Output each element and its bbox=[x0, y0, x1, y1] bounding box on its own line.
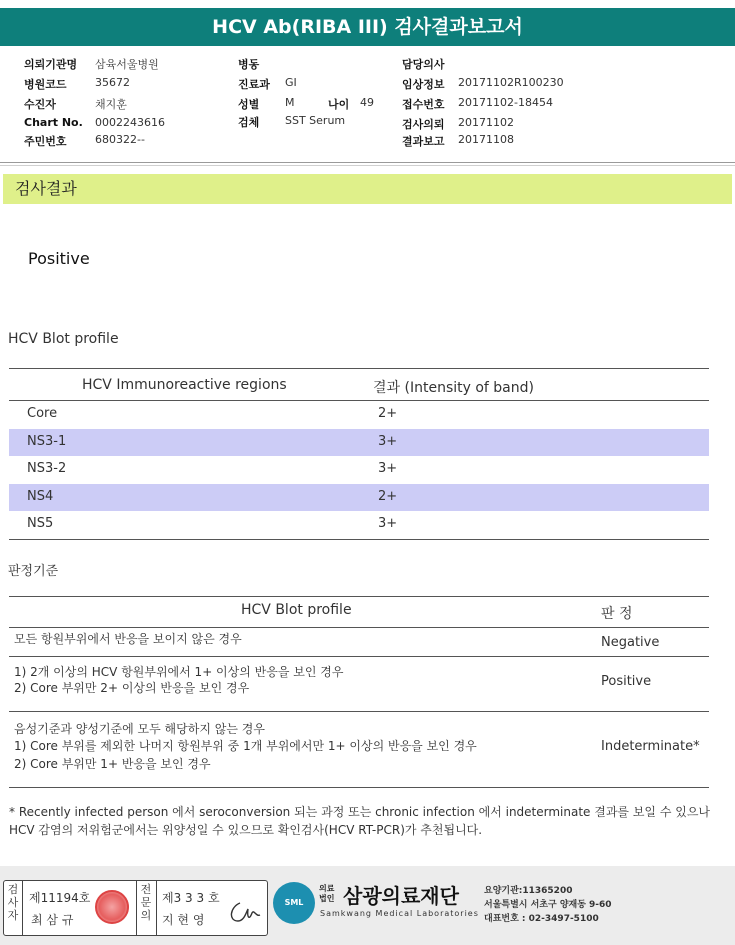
result-cell: 2+ bbox=[378, 406, 398, 421]
report-title: HCV Ab(RIBA III) 검사결과보고서 bbox=[0, 8, 735, 46]
hospital-value: 삼육서울병원 bbox=[95, 58, 159, 71]
org-english-name: Samkwang Medical Laboratories bbox=[320, 909, 479, 918]
criteria-line: 음성기준과 양성기준에 모두 해당하지 않는 경우 bbox=[14, 722, 265, 736]
clinical-label: 임상정보 bbox=[402, 78, 445, 91]
judge-cell: Negative bbox=[601, 635, 660, 650]
blot-profile-table bbox=[9, 368, 709, 540]
criteria-table bbox=[9, 596, 709, 788]
report-label: 결과보고 bbox=[402, 135, 445, 148]
chart-value: 0002243616 bbox=[95, 116, 165, 129]
region-cell: NS3-2 bbox=[27, 461, 67, 477]
specialist-name: 지 현 영 bbox=[162, 913, 205, 927]
divider bbox=[156, 881, 157, 935]
table-row bbox=[9, 401, 709, 429]
divider bbox=[9, 539, 709, 540]
result-cell: 3+ bbox=[378, 433, 398, 449]
dept-label: 진료과 bbox=[238, 78, 270, 91]
resident-label: 주민번호 bbox=[24, 135, 67, 148]
region-cell: NS3-1 bbox=[27, 433, 67, 449]
org-name: 삼광의료재단 bbox=[343, 884, 459, 908]
divider bbox=[0, 162, 735, 163]
chart-label: Chart No. bbox=[24, 116, 83, 129]
table-row bbox=[9, 484, 709, 512]
region-cell: NS5 bbox=[27, 516, 54, 532]
result-cell: 3+ bbox=[378, 461, 398, 477]
tester-label: 검사자 bbox=[7, 883, 19, 922]
receipt-label: 접수번호 bbox=[402, 98, 445, 111]
col-result-header: 결과 (Intensity of band) bbox=[373, 380, 534, 396]
request-value: 20171102 bbox=[458, 116, 514, 129]
divider bbox=[22, 881, 23, 935]
age-label: 나이 bbox=[328, 98, 350, 111]
table-row bbox=[9, 429, 709, 457]
sml-logo-icon: SML bbox=[273, 882, 315, 924]
org-phone: 대표번호 : 02-3497-5100 bbox=[484, 914, 599, 924]
table-row bbox=[9, 511, 709, 539]
specimen-value: SST Serum bbox=[285, 114, 346, 127]
criteria-line: 모든 항원부위에서 반응을 보이지 않은 경우 bbox=[14, 632, 242, 646]
result-cell: 2+ bbox=[378, 488, 398, 504]
org-type: 의료 법인 bbox=[319, 884, 335, 903]
specialist-label: 전문의 bbox=[140, 883, 152, 922]
table-row bbox=[9, 712, 709, 788]
region-cell: NS4 bbox=[27, 488, 54, 504]
judge-cell: Positive bbox=[601, 674, 652, 689]
signature-icon bbox=[226, 899, 262, 927]
doctor-label: 담당의사 bbox=[402, 58, 445, 71]
dept-value: GI bbox=[285, 76, 297, 89]
overall-result: Positive bbox=[28, 249, 90, 268]
patient-name: 채지훈 bbox=[95, 98, 127, 111]
table-row bbox=[9, 657, 709, 712]
divider bbox=[136, 881, 137, 935]
sex-label: 성별 bbox=[238, 98, 260, 111]
criteria-line: 1) Core 부위를 제외한 나머지 항원부위 중 1개 부위에서만 1+ 이상의 반응을 보인 경우 bbox=[14, 739, 477, 753]
blot-profile-caption: HCV Blot profile bbox=[8, 331, 119, 347]
patient-info bbox=[0, 54, 735, 154]
col-judge-header: 판 정 bbox=[601, 606, 633, 622]
criteria-line: 2) Core 부위만 1+ 반응을 보인 경우 bbox=[14, 757, 211, 771]
org-contact bbox=[484, 884, 612, 926]
request-label: 검사의뢰 bbox=[402, 118, 445, 131]
hospital-code-value: 35672 bbox=[95, 76, 130, 89]
table-row bbox=[9, 628, 709, 657]
signature-box bbox=[3, 880, 268, 936]
receipt-value: 20171102-18454 bbox=[458, 96, 553, 109]
resident-value: 680322-- bbox=[95, 133, 145, 146]
sex-value: M bbox=[285, 96, 295, 109]
criteria-line: 2) Core 부위만 2+ 이상의 반응을 보인 경우 bbox=[14, 681, 250, 695]
org-address: 서울특별시 서초구 양재동 9-60 bbox=[484, 900, 612, 910]
divider bbox=[0, 165, 735, 166]
patient-label: 수진자 bbox=[24, 98, 56, 111]
age-value: 49 bbox=[360, 96, 374, 109]
table-row bbox=[9, 456, 709, 484]
criteria-header bbox=[9, 596, 709, 628]
seal-stamp-icon bbox=[95, 890, 129, 924]
criteria-caption: 판정기준 bbox=[8, 564, 59, 579]
judge-cell: Indeterminate* bbox=[601, 739, 700, 754]
blot-table-header bbox=[9, 368, 709, 401]
result-cell: 3+ bbox=[378, 516, 398, 532]
org-code: 요양기관:11365200 bbox=[484, 886, 573, 896]
hospital-code-label: 병원코드 bbox=[24, 78, 67, 91]
hospital-label: 의뢰기관명 bbox=[24, 58, 78, 71]
result-section-heading: 검사결과 bbox=[3, 174, 732, 204]
footnote: * Recently infected person 에서 seroconversion 되는 과정 또는 chronic infection 에서 indeterminate 결과를 보일 수 있으나 HCV 감염의 저위험군에서는 위양성일 수 있으므로 확인검사(HCV RT-PCR)가 추천됩니다. bbox=[9, 805, 711, 837]
region-cell: Core bbox=[27, 406, 58, 421]
criteria-line: 1) 2개 이상의 HCV 항원부위에서 1+ 이상의 반응을 보인 경우 bbox=[14, 665, 344, 679]
tester-name: 최 삼 규 bbox=[31, 913, 74, 927]
col-profile-header: HCV Blot profile bbox=[241, 602, 352, 618]
specimen-label: 검체 bbox=[238, 116, 260, 129]
clinical-value: 20171102R100230 bbox=[458, 76, 564, 89]
ward-label: 병동 bbox=[238, 58, 260, 71]
tester-no: 제11194호 bbox=[29, 891, 91, 905]
specialist-no: 제3 3 3 호 bbox=[162, 891, 220, 905]
col-region-header: HCV Immunoreactive regions bbox=[82, 377, 287, 393]
report-value: 20171108 bbox=[458, 133, 514, 146]
